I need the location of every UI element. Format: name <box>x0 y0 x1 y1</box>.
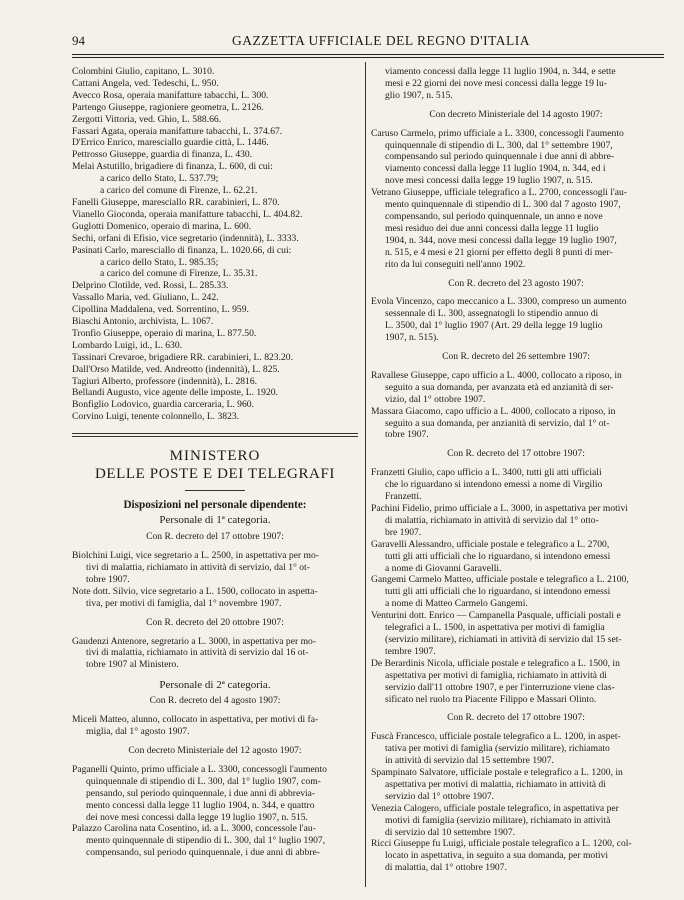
text-line: tativa per motivi di famiglia (servizio militare), richiamato <box>385 743 610 755</box>
list-item: Bonfiglio Lodovico, guardia carceraria, L. 960. <box>72 399 254 411</box>
text-line: mento concessi dalla legge 11 luglio 1904, n. 344, e quattro <box>86 799 315 811</box>
text-line: tiva, per motivi di famiglia, dal 1° novembre 1907. <box>86 597 282 609</box>
text-line: viamento concessi dalla legge 11 luglio 1904, n. 344, ed i <box>385 163 606 175</box>
category-2-heading: Personale di 2ª categoria. <box>159 679 271 692</box>
text-line: aspettativa per motivi di famiglia, richiamato in attività di <box>385 669 607 681</box>
text-line: Franzetti. <box>385 491 422 503</box>
text-line: servizio dall'11 ottobre 1907, e per l'interruzione viene clas- <box>385 681 615 693</box>
list-item: Bellandi Augusto, vice agente delle imposte, L. 1920. <box>72 387 278 399</box>
text-line: Vetrano Giuseppe, ufficiale telegrafico a L. 2700, concessogli l'au- <box>371 187 627 199</box>
text-line: di servizio dal 10 settembre 1907. <box>385 826 516 838</box>
text-line: (servizio militare), richiamati in attività di servizio dal 15 set- <box>385 633 622 645</box>
text-line: Franzetti Giulio, capo ufficio a L. 3400, tutti gli atti ufficiali <box>371 467 602 479</box>
text-line: locato in aspettativa, in seguito a sua domanda, per motivi <box>385 850 608 862</box>
text-line: di malattia, richiamato in attività di servizio dal 1° otto- <box>385 514 599 526</box>
text-line: seguito a sua domanda, per avanzata età ed anzianità di ser- <box>385 381 614 393</box>
list-item: Pasinati Carlo, maresciallo di finanza, L. 1020.66, di cui: <box>72 244 292 256</box>
text-line: Massara Giacomo, capo ufficio a L. 4000, collocato a riposo, in <box>371 405 616 417</box>
text-line: pensando, sul periodo quinquennale, i due anni di abbrevia- <box>86 787 316 799</box>
text-line: aspettativa per motivi di malattia, richiamato in attività di <box>385 778 606 790</box>
ministry-heading-line2: DELLE POSTE E DEI TELEGRAFI <box>94 466 336 483</box>
text-line: Caruso Carmelo, primo ufficiale a L. 3300, concessogli l'aumento <box>371 127 624 139</box>
text-line: dei nove mesi concessi dalla legge 19 luglio 1907, n. 515. <box>86 811 308 823</box>
entry-continuation <box>371 66 661 102</box>
text-line: glio 1907, n. 515. <box>385 89 453 101</box>
text-line: Pachini Fidelio, primo ufficiale a L. 3000, in aspettativa per motivi <box>371 503 628 514</box>
text-line: De Berardinis Nicola, ufficiale postale e telegrafico a L. 1500, in <box>371 657 620 669</box>
text-line: Fuscà Francesco, ufficiale postale telegrafico a L. 1200, in aspet- <box>371 731 621 743</box>
list-item: Fanelli Giuseppe, maresciallo RR. carabinieri, L. 870. <box>72 196 280 208</box>
entry-paragraph <box>72 586 358 610</box>
text-line: Venturini dott. Enrico — Campanella Pasquale, ufficiali postali e <box>371 610 621 622</box>
list-item: a carico dello Stato, L. 985.35; <box>100 256 219 268</box>
text-line: tutti gli atti ufficiali che lo riguardano, si intendono emessi <box>385 550 611 562</box>
text-line: Gaudenzi Antenore, segretario a L. 3000, in aspettativa per mo- <box>72 635 317 647</box>
text-line: vizio, dal 1° ottobre 1907. <box>385 393 486 405</box>
list-item: Dall'Orso Matilde, ved. Andreotto (indennità), L. 825. <box>72 363 280 375</box>
text-line: tivi di malattia, richiamato in attività di servizio, dal 1° ot- <box>86 562 310 573</box>
text-line: Ravallese Giuseppe, capo ufficio a L. 4000, collocato a riposo, in <box>371 369 622 381</box>
list-item: Colombini Giulio, capitano, L. 3010. <box>72 66 215 77</box>
text-line: tobre 1907 al Ministero. <box>86 659 179 671</box>
list-item: D'Errico Enrico, maresciallo guardie città, L. 1446. <box>72 137 269 149</box>
page-number: 94 <box>72 33 85 48</box>
text-line: rito da lui conseguiti nell'anno 1902. <box>385 258 526 270</box>
text-line: Palazzo Carolina nata Cosentino, id. a L. 3000, concessole l'au- <box>72 823 316 835</box>
entry-paragraph <box>371 503 661 539</box>
entry-paragraph <box>72 550 358 586</box>
text-line: mento quinquennale di stipendio di L. 300 dal 7 agosto 1907, <box>385 199 621 211</box>
entry-paragraph <box>72 764 358 824</box>
text-line: n. 515, e 4 mesi e 21 giorni per effetto degli 8 punti di mer- <box>385 246 613 258</box>
text-line: Miceli Matteo, alunno, collocato in aspettativa, per motivi di fa- <box>72 714 319 726</box>
entry-paragraph <box>371 296 661 344</box>
text-line: di malattia, dal 1° ottobre 1907. <box>385 862 507 874</box>
entry-paragraph <box>72 714 358 738</box>
entry-paragraph <box>72 823 358 859</box>
entry-paragraph <box>371 803 661 839</box>
text-line: Garavelli Alessandro, ufficiale postale e telegrafico a L. 2700, <box>371 538 610 550</box>
text-line: telegrafici a L. 1500, in aspettativa per motivi di famiglia <box>385 622 605 634</box>
text-line: che lo riguardano si intendono emessi a nome di Virgilio <box>385 479 603 491</box>
entry-paragraph <box>371 574 661 610</box>
list-item: Guglotti Domenico, operaio di marina, L. 600. <box>72 220 252 232</box>
list-item: Tronfio Giuseppe, operaio di marina, L. 877.50. <box>72 327 257 339</box>
list-item: Vianello Gioconda, operaia manifatture tabacchi, L. 404.82. <box>72 208 303 220</box>
text-line: tutti gli atti ufficiali che lo riguardano, si intendono emessi <box>385 586 611 598</box>
entry-paragraph <box>371 767 661 803</box>
entry-paragraph <box>371 658 661 706</box>
left-column <box>72 66 358 859</box>
list-item: a carico del comune di Firenze, L. 62.21. <box>100 185 258 197</box>
decree-heading: Con decreto Ministeriale del 14 agosto 1907: <box>429 108 603 120</box>
list-item: Delprino Clotilde, ved. Rossi, L. 285.33. <box>72 280 229 292</box>
text-line: quinquennale di stipendio di L. 300, dal 1° settembre 1907, <box>385 139 613 151</box>
list-item: Tagiuri Alberto, professore (indennità), L. 2816. <box>72 375 258 387</box>
text-line: seguito a sua domanda, per anzianità di servizio, dal 1° ot- <box>385 417 610 429</box>
entry-paragraph <box>371 128 661 188</box>
text-line: a nome di Matteo Carmelo Gangemi. <box>385 598 528 610</box>
list-item: Biaschi Antonio, archivista, L. 1067. <box>72 316 214 328</box>
column-separator <box>365 62 366 887</box>
text-line: mento quinquennale di stipendio di L. 300, dal 1° luglio 1907, <box>86 835 326 847</box>
decree-heading: Con R. decreto del 20 ottobre 1907: <box>146 616 284 628</box>
text-line: Note dott. Silvio, vice segretario a L. 1500, collocato in aspetta- <box>72 585 318 597</box>
decree-heading: Con decreto Ministeriale del 12 agosto 1907: <box>128 744 302 756</box>
text-line: Ricci Giuseppe fu Luigi, ufficiale postale telegrafico a L. 1200, col- <box>371 838 632 850</box>
decree-heading: Con R. decreto del 17 ottobre 1907: <box>447 712 585 724</box>
list-item: a carico dello Stato, L. 537.79; <box>100 173 219 185</box>
text-line: a nome di Giovanni Garavelli. <box>385 562 502 574</box>
entry-paragraph <box>72 636 358 672</box>
entry-paragraph <box>371 467 661 503</box>
text-line: bre 1907. <box>385 526 422 538</box>
text-line: mesi residuo dei due anni concessi dalla legge 11 luglio <box>385 222 599 234</box>
page-header <box>72 33 662 53</box>
ministry-rule <box>185 490 245 491</box>
section-title: Disposizioni nel personale dipendente: <box>123 499 307 512</box>
list-item: Avecco Rosa, operaia manifatture tabacchi, L. 300. <box>72 89 269 101</box>
text-line: servizio dal 1° ottobre 1907. <box>385 790 495 802</box>
text-line: compensando, sul periodo quinquennale, un anno e nove <box>385 210 603 222</box>
list-item: Partengo Giuseppe, ragioniere geometra, L. 2126. <box>72 101 264 113</box>
list-item: Vassallo Maria, ved. Giuliano, L. 242. <box>72 292 219 304</box>
decree-heading: Con R. decreto del 23 agosto 1907: <box>448 277 584 289</box>
text-line: miglia, dal 1° agosto 1907. <box>86 726 190 738</box>
text-line: L. 3500, dal 1° luglio 1907 (Art. 29 della legge 19 luglio <box>385 320 603 332</box>
text-line: sessennale di L. 300, assegnatogli lo stipendio annuo di <box>385 308 599 320</box>
section-divider <box>72 433 358 437</box>
list-item: Sechi, orfani di Efisio, vice segretario (indennità), L. 3333. <box>72 232 299 244</box>
entry-paragraph <box>371 838 661 874</box>
list-item: Pettrosso Giuseppe, guardia di finanza, L. 430. <box>72 149 253 161</box>
entry-paragraph <box>371 610 661 658</box>
text-line: 1907, n. 515). <box>385 332 439 344</box>
decree-heading: Con R. decreto del 17 ottobre 1907: <box>447 448 585 460</box>
text-line: Biolchini Luigi, vice segretario a L. 2500, in aspettativa per mo- <box>72 550 319 562</box>
text-line: mesi e 22 giorni dei nove mesi concessi dalla legge 19 lu- <box>385 77 607 89</box>
text-line: sificato nel ruolo tra Piacente Filippo e Massari Olinto. <box>385 693 597 705</box>
list-item: Zergotti Vittoria, ved. Ghio, L. 588.66. <box>72 113 222 125</box>
text-line: viamento concessi dalla legge 11 luglio 1904, n. 344, e sette <box>385 66 616 77</box>
decree-heading: Con R. decreto del 17 ottobre 1907: <box>146 531 284 543</box>
ministry-heading-line1: MINISTERO <box>169 448 261 465</box>
text-line: tobre 1907. <box>86 573 130 585</box>
category-1-heading: Personale di 1ª categoria. <box>159 514 271 527</box>
text-line: Paganelli Quinto, primo ufficiale a L. 3300, concessogli l'aumento <box>72 763 327 775</box>
decree-heading: Con R. decreto del 26 settembre 1907: <box>442 351 590 363</box>
list-item: Fassari Agata, operaia manifatture tabacchi, L. 374.67. <box>72 125 283 137</box>
gazette-title: GAZZETTA UFFICIALE DEL REGNO D'ITALIA <box>232 33 530 48</box>
text-line: motivi di famiglia (servizio militare), richiamato in attività <box>385 814 611 826</box>
entry-paragraph <box>371 731 661 767</box>
text-line: in attività di servizio dal 15 settembre 1907. <box>385 755 554 767</box>
list-item: Tassinari Crevaroe, brigadiere RR. carabinieri, L. 823.20. <box>72 351 293 363</box>
text-line: tivi di malattia, richiamato in attività di servizio dal 16 ot- <box>86 647 309 659</box>
entry-paragraph <box>371 187 661 270</box>
entry-paragraph <box>371 370 661 406</box>
text-line: compensando, sul periodo quinquennale, i due anni di abbre- <box>86 847 320 859</box>
text-line: Spampinato Salvatore, ufficiale postale e telegrafico a L. 1200, in <box>371 767 623 779</box>
list-item: Cattani Angela, ved. Tedeschi, L. 950. <box>72 77 219 89</box>
list-item: Cipollina Maddalena, ved. Sorrentino, L. 959. <box>72 304 249 316</box>
text-line: tobre 1907. <box>385 429 429 441</box>
list-item: Lombardo Luigi, id., L. 630. <box>72 339 183 351</box>
text-line: 1904, n. 344, nove mesi concessi dalla legge 19 luglio 1907, <box>385 234 617 246</box>
text-line: Venezia Calogero, ufficiale postale telegrafico, in aspettativa per <box>371 802 619 814</box>
list-item: Corvino Luigi, tenente colonnello, L. 3823. <box>72 411 240 423</box>
entry-paragraph <box>371 406 661 442</box>
right-column <box>371 66 661 874</box>
text-line: quinquennale di stipendio di L. 300, dal 1° luglio 1907, com- <box>86 775 321 787</box>
header-rule-secondary <box>72 57 664 58</box>
text-line: tembre 1907. <box>385 645 436 657</box>
list-item: a carico del comune di Firenze, L. 35.31. <box>100 268 258 280</box>
text-line: compensando sul periodo quinquennale i due anni di abbre- <box>385 151 615 163</box>
text-line: nove mesi concessi dalla legge 19 luglio 1907, n. 515. <box>385 175 593 187</box>
decree-heading: Con R. decreto del 4 agosto 1907: <box>149 695 281 707</box>
pension-list <box>72 66 358 423</box>
text-line: Gangemi Carmelo Matteo, ufficiale postale e telegrafico a L. 2100, <box>371 574 629 586</box>
text-line: Evola Vincenzo, capo meccanico a L. 3300, compreso un aumento <box>371 296 627 308</box>
header-rule <box>72 54 664 55</box>
entry-paragraph <box>371 539 661 575</box>
list-item: Melai Astutillo, brigadiere di finanza, L. 600, di cui: <box>72 161 273 173</box>
